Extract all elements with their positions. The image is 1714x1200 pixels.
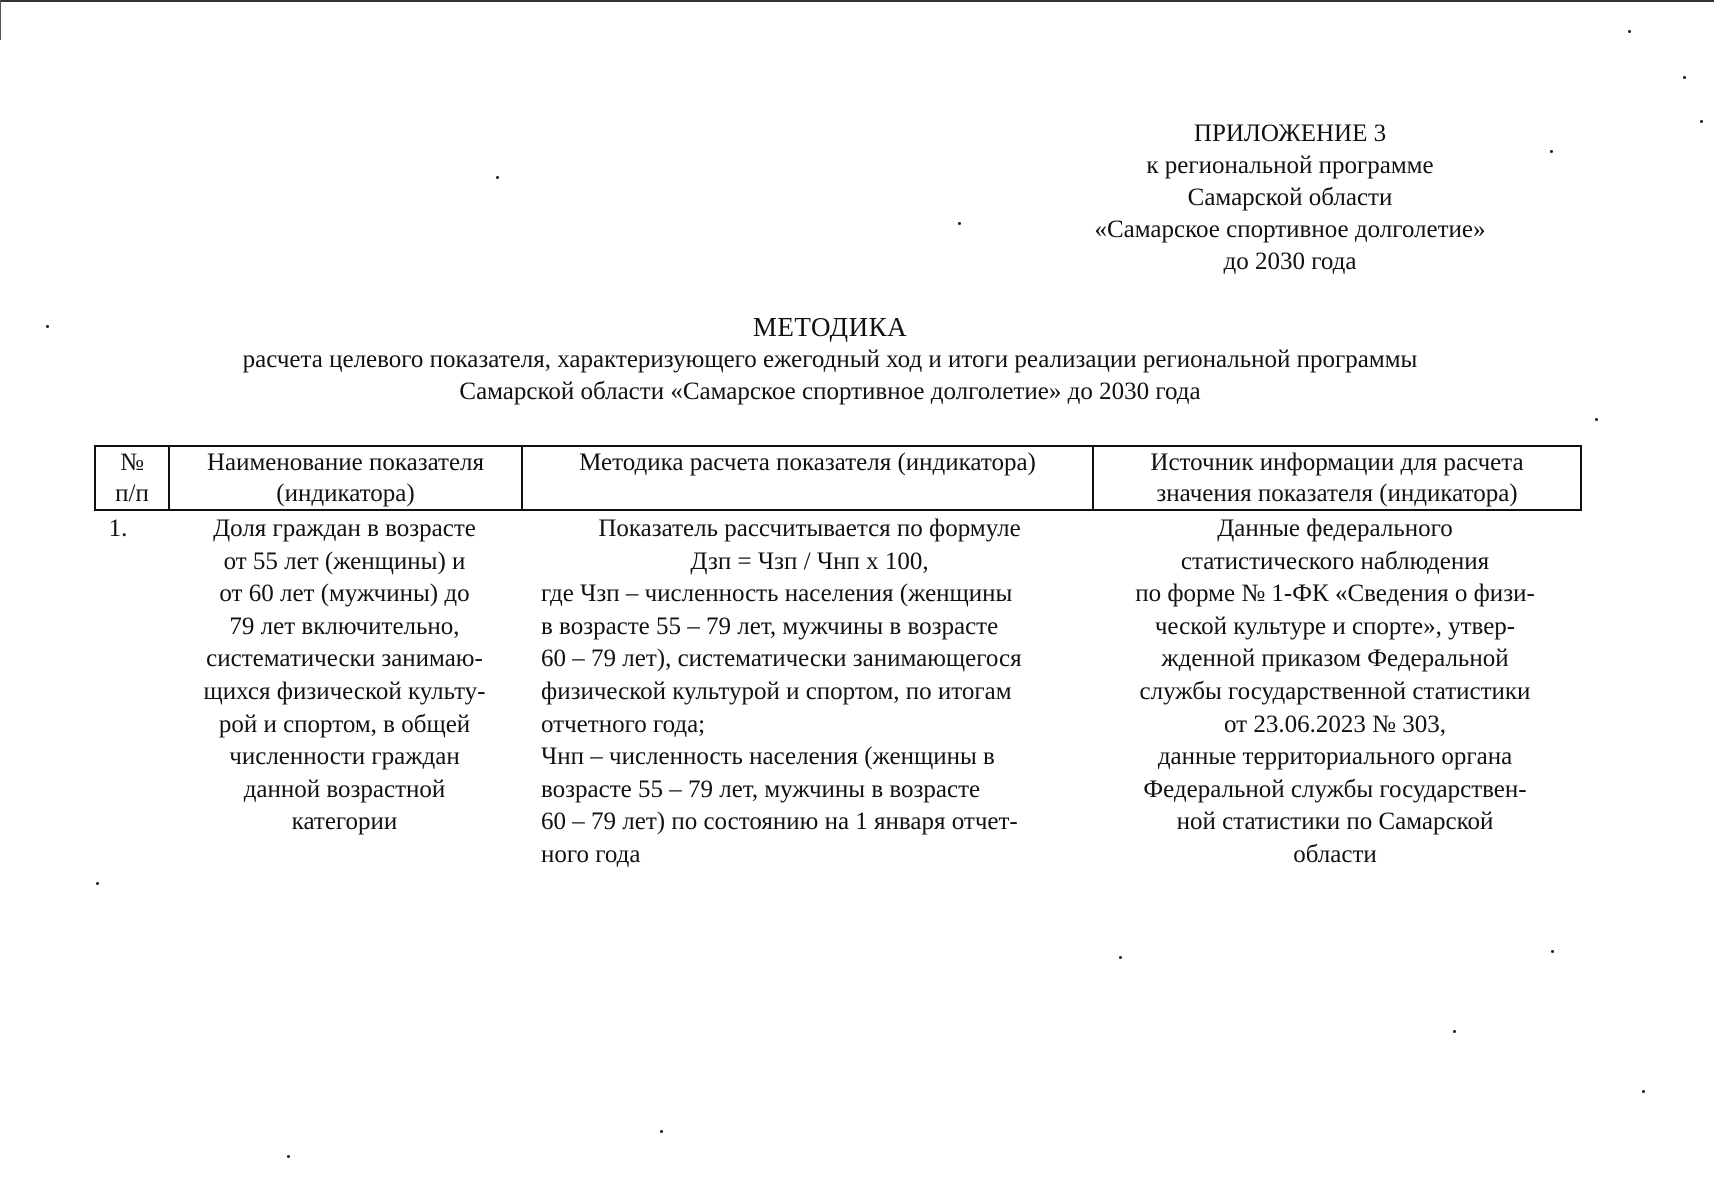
appendix-line-program-name: «Самарское спортивное долголетие» bbox=[1094, 216, 1486, 243]
header-num-line2: п/п bbox=[115, 480, 149, 507]
source-line: Федеральной службы государствен- bbox=[1143, 775, 1527, 803]
method-formula-intro: Показатель рассчитывается по формуле bbox=[598, 515, 1021, 542]
indicator-name-line: щихся физической культу- bbox=[203, 677, 486, 705]
indicator-name-line: численности граждан bbox=[229, 743, 460, 771]
scan-speck bbox=[1683, 76, 1686, 79]
scan-speck bbox=[287, 1155, 290, 1158]
row-number-text: 1. bbox=[108, 515, 128, 542]
header-num-line1: № bbox=[120, 449, 144, 476]
scan-speck bbox=[1642, 1090, 1645, 1093]
title-block bbox=[80, 310, 1580, 408]
scan-speck bbox=[660, 1130, 663, 1133]
scan-speck bbox=[1119, 956, 1122, 959]
document-subtitle-line1: расчета целевого показателя, характеризующего ежегодный ход и итоги реализации региональной программы bbox=[242, 346, 1418, 373]
table-row bbox=[94, 513, 1582, 872]
appendix-number: ПРИЛОЖЕНИЕ 3 bbox=[1193, 120, 1387, 147]
scan-speck bbox=[1628, 30, 1631, 33]
method-text-line: Чнп – численность населения (женщины в bbox=[541, 743, 995, 771]
appendix-line-program: к региональной программе bbox=[1146, 152, 1434, 179]
scan-speck bbox=[46, 325, 49, 328]
method-text-line: физической культурой и спортом, по итогам bbox=[541, 677, 1012, 705]
header-source-line1: Источник информации для расчета bbox=[1150, 449, 1524, 476]
source-line: службы государственной статистики bbox=[1139, 677, 1531, 705]
indicator-name-line: от 55 лет (женщины) и bbox=[223, 547, 466, 575]
scan-speck bbox=[496, 176, 499, 179]
header-num bbox=[96, 447, 170, 509]
indicator-name-line: Доля граждан в возрасте bbox=[213, 515, 476, 542]
source-line: ческой культуре и спорте», утвер- bbox=[1154, 612, 1516, 640]
table-header-row bbox=[94, 445, 1582, 511]
method-text-line: в возрасте 55 – 79 лет, мужчины в возрасте bbox=[541, 612, 999, 640]
method-text-line: 60 – 79 лет) по состоянию на 1 января отчет- bbox=[541, 808, 1018, 836]
scan-speck bbox=[1551, 950, 1554, 953]
method-text-line: где Чзп – численность населения (женщины bbox=[541, 580, 1013, 608]
source-line: статистического наблюдения bbox=[1180, 547, 1490, 575]
source-line: по форме № 1-ФК «Сведения о физи- bbox=[1135, 580, 1535, 608]
indicator-name-line: 79 лет включительно, bbox=[229, 612, 460, 640]
method-formula: Дзп = Чзп / Чнп х 100, bbox=[690, 547, 929, 575]
header-source bbox=[1094, 447, 1580, 509]
indicator-name-line: данной возрастной bbox=[243, 775, 446, 803]
document-title: МЕТОДИКА bbox=[752, 312, 908, 342]
scan-speck bbox=[958, 222, 961, 225]
scan-speck bbox=[1550, 150, 1553, 153]
method-text-line: возрасте 55 – 79 лет, мужчины в возрасте bbox=[541, 775, 981, 803]
indicator-name-line: рой и спортом, в общей bbox=[218, 710, 471, 738]
information-source bbox=[1092, 513, 1578, 872]
header-name-line2: (индикатора) bbox=[276, 480, 415, 507]
calculation-method bbox=[521, 513, 1092, 872]
scan-edge-top bbox=[0, 0, 1714, 2]
scan-speck bbox=[1700, 120, 1703, 123]
appendix-line-year: до 2030 года bbox=[1223, 248, 1357, 275]
row-number bbox=[94, 513, 168, 872]
scan-speck bbox=[1595, 418, 1598, 421]
document-subtitle-line2: Самарской области «Самарское спортивное долголетие» до 2030 года bbox=[459, 378, 1201, 405]
header-method bbox=[523, 447, 1094, 509]
scan-speck bbox=[1453, 1030, 1456, 1033]
source-line: жденной приказом Федеральной bbox=[1161, 645, 1509, 673]
appendix-header bbox=[1030, 118, 1550, 278]
source-line: Данные федерального bbox=[1217, 515, 1453, 542]
indicator-name bbox=[168, 513, 521, 872]
scan-speck bbox=[96, 882, 99, 885]
scan-edge-left bbox=[0, 0, 1, 40]
method-text-line: 60 – 79 лет), систематически занимающегося bbox=[541, 645, 1022, 673]
indicator-name-line: от 60 лет (мужчины) до bbox=[219, 580, 470, 608]
header-name bbox=[170, 447, 523, 509]
source-line: от 23.06.2023 № 303, bbox=[1224, 710, 1446, 738]
source-line: ной статистики по Самарской bbox=[1176, 808, 1494, 836]
indicator-name-line: категории bbox=[291, 808, 398, 836]
header-method-line1: Методика расчета показателя (индикатора) bbox=[579, 449, 1036, 476]
header-name-line1: Наименование показателя bbox=[206, 449, 485, 476]
indicator-name-line: систематически занимаю- bbox=[206, 645, 483, 673]
header-source-line2: значения показателя (индикатора) bbox=[1156, 480, 1518, 507]
source-line: области bbox=[1293, 840, 1377, 868]
source-line: данные территориального органа bbox=[1157, 743, 1513, 771]
appendix-line-region: Самарской области bbox=[1187, 184, 1393, 211]
method-text-line: ного года bbox=[541, 840, 641, 868]
method-text-line: отчетного года; bbox=[541, 710, 706, 738]
